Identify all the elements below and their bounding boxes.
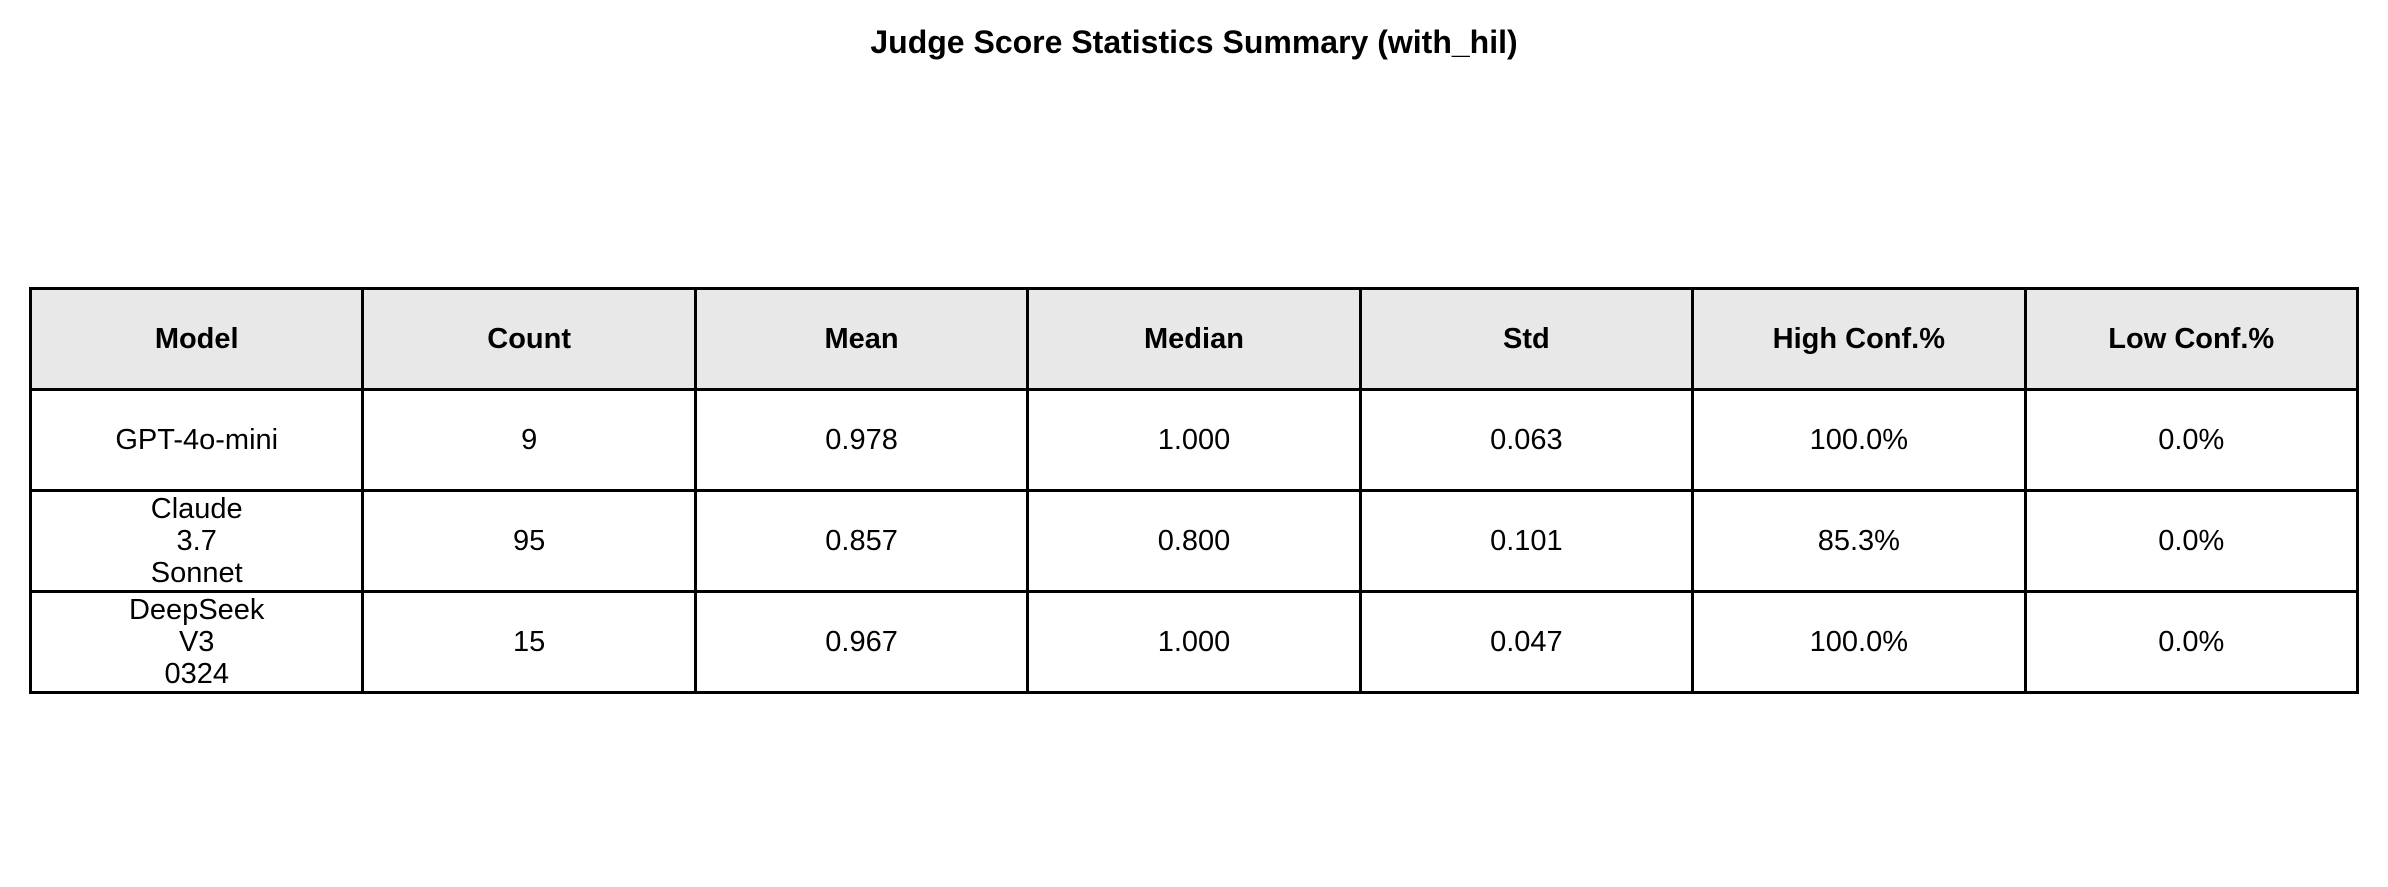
cell-low-conf: 0.0% (2025, 491, 2357, 592)
table-row (31, 390, 2358, 491)
cell-median: 1.000 (1028, 390, 1360, 491)
cell-count: 15 (363, 592, 695, 693)
cell-mean: 0.857 (695, 491, 1027, 592)
table-header-row (31, 289, 2358, 390)
cell-model: GPT-4o-mini (31, 390, 363, 491)
chart-title: Judge Score Statistics Summary (with_hil) (870, 24, 1518, 60)
column-header-low-conf: Low Conf.% (2025, 289, 2357, 390)
cell-median: 0.800 (1028, 491, 1360, 592)
cell-mean: 0.978 (695, 390, 1027, 491)
column-header-model: Model (31, 289, 363, 390)
column-header-count: Count (363, 289, 695, 390)
table-row (31, 491, 2358, 592)
column-header-std: Std (1360, 289, 1692, 390)
cell-high-conf: 85.3% (1693, 491, 2025, 592)
column-header-high-conf: High Conf.% (1693, 289, 2025, 390)
cell-model: DeepSeek V3 0324 (31, 592, 363, 693)
cell-count: 95 (363, 491, 695, 592)
cell-low-conf: 0.0% (2025, 592, 2357, 693)
cell-high-conf: 100.0% (1693, 390, 2025, 491)
cell-low-conf: 0.0% (2025, 390, 2357, 491)
cell-median: 1.000 (1028, 592, 1360, 693)
cell-model: Claude 3.7 Sonnet (31, 491, 363, 592)
table-row (31, 592, 2358, 693)
cell-std: 0.101 (1360, 491, 1692, 592)
cell-count: 9 (363, 390, 695, 491)
column-header-mean: Mean (695, 289, 1027, 390)
cell-mean: 0.967 (695, 592, 1027, 693)
cell-std: 0.047 (1360, 592, 1692, 693)
column-header-median: Median (1028, 289, 1360, 390)
cell-high-conf: 100.0% (1693, 592, 2025, 693)
statistics-table (29, 287, 2359, 694)
cell-std: 0.063 (1360, 390, 1692, 491)
